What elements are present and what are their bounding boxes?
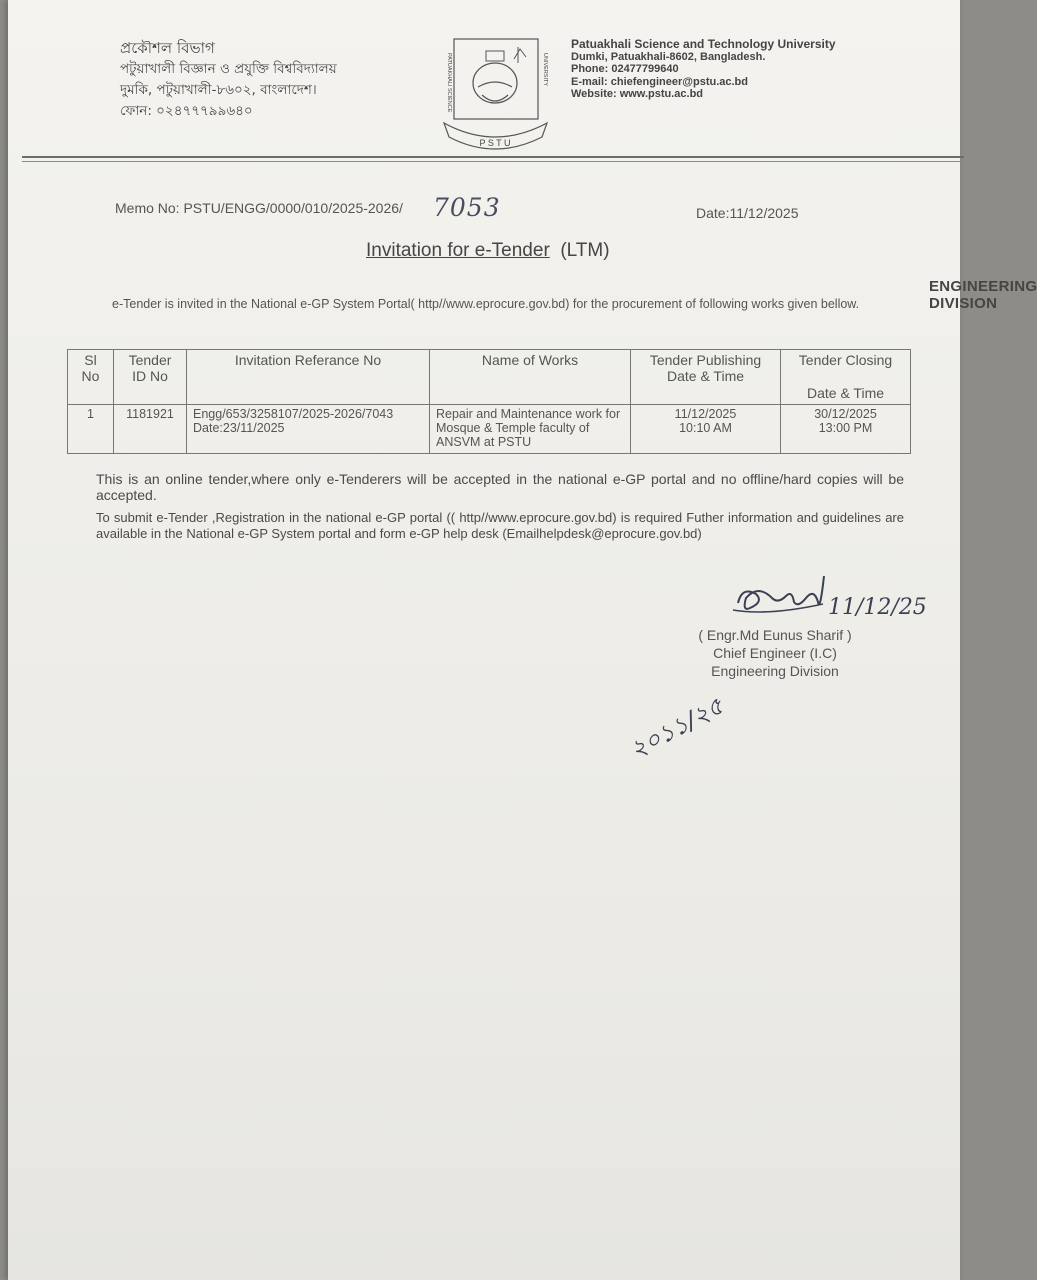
cell-works: Repair and Maintenance work for Mosque & Temple faculty of ANSVM at PSTU xyxy=(430,405,631,454)
col-closing-date xyxy=(781,350,911,405)
header-rule-thick xyxy=(22,156,964,158)
signatory-name: ( Engr.Md Eunus Sharif ) xyxy=(698,627,852,643)
cell-ref-date: Date:23/11/2025 xyxy=(193,421,285,435)
cell-sl: 1 xyxy=(68,405,114,454)
tender-table xyxy=(67,349,911,454)
university-logo xyxy=(438,33,553,153)
table-row xyxy=(68,405,911,454)
signatory-division: Engineering Division xyxy=(711,663,839,679)
cell-pub-time: 10:10 AM xyxy=(679,421,732,435)
cell-ref-number: Engg/653/3258107/2025-2026/7043 xyxy=(193,407,394,421)
cell-pub-date: 11/12/2025 xyxy=(674,407,737,421)
handwritten-note-text: ২০১১/২৫ xyxy=(625,691,729,765)
signature-block xyxy=(680,626,870,680)
svg-text:UNIVERSITY: UNIVERSITY xyxy=(542,53,548,87)
svg-text:PATUAKHALI SCIENCE: PATUAKHALI SCIENCE xyxy=(446,53,452,113)
intro-text: e-Tender is invited in the National e-GP System Portal( http//www.eprocure.gov.bd) for the procurement of following works given bellow. xyxy=(112,297,860,311)
signatory-designation: Chief Engineer (I.C) xyxy=(713,645,837,661)
header-en-phone: Phone: 02477799640 xyxy=(571,63,679,75)
header-rule-thin xyxy=(22,161,964,162)
document-page xyxy=(8,0,1037,1280)
col-invitation-ref: Invitation Referance No xyxy=(187,350,430,405)
cell-tender-id: 1181921 xyxy=(114,405,187,454)
memo-number: Memo No: PSTU/ENGG/0000/010/2025-2026/ xyxy=(115,200,403,216)
col-tender-id: Tender ID No xyxy=(114,350,187,405)
header-en-email: E-mail: chiefengineer@pstu.ac.bd xyxy=(571,75,748,88)
col-sl-no: Sl No xyxy=(68,350,114,405)
memo-handwritten-number: 7053 xyxy=(433,193,501,222)
header-bn-line-3: দুমকি, পটুয়াখালী-৮৬০২, বাংলাদেশ। xyxy=(120,82,317,98)
table-header-row xyxy=(68,350,911,405)
logo-bottom-text: P S T U xyxy=(479,138,511,148)
paragraph-registration: To submit e-Tender ,Registration in the national e-GP portal (( http//www.eprocure.gov.bd) is required Futher information and guidelines are available in the National e-GP System portal and form e-GP help desk (Emailhelpdesk@eprocure.gov.bd) xyxy=(96,510,904,541)
document-title-suffix: (LTM) xyxy=(560,240,610,261)
header-bangla xyxy=(120,38,337,122)
col-name-of-works: Name of Works xyxy=(430,350,631,405)
document-title xyxy=(366,240,610,262)
cell-close-time: 13:00 PM xyxy=(818,421,873,435)
header-en-title: ENGINEERING DIVISION xyxy=(929,278,1037,312)
paragraph-online-tender: This is an online tender,where only e-Tenderers will be accepted in the national e-GP portal and no offline/hard copies will be accepted. xyxy=(96,471,904,503)
col-publishing-date: Tender Publishing Date & Time xyxy=(631,350,781,405)
header-en-address: Dumki, Patuakhali-8602, Bangladesh. xyxy=(571,50,766,63)
header-bn-line-4: ফোন: ০২৪৭৭৭৯৯৬৪০ xyxy=(120,103,253,119)
col-closing-sublabel: Date & Time xyxy=(806,385,885,401)
cell-publishing xyxy=(631,405,781,454)
memo-date: Date:11/12/2025 xyxy=(696,205,799,221)
cell-close-date: 30/12/2025 xyxy=(814,407,877,421)
header-bn-line-2: পটুয়াখালী বিজ্ঞান ও প্রযুক্তি বিশ্ববিদ্যালয় xyxy=(120,61,337,77)
cell-closing xyxy=(781,405,911,454)
document-title-main: Invitation for e-Tender xyxy=(366,240,550,261)
cell-invitation-ref xyxy=(187,405,430,454)
header-bn-line-1: প্রকৌশল বিভাগ xyxy=(120,39,215,57)
header-en-website: Website: www.pstu.ac.bd xyxy=(571,88,704,100)
signature-date: 11/12/25 xyxy=(828,595,927,620)
handwritten-note xyxy=(613,680,729,765)
col-closing-label: Tender Closing xyxy=(798,352,893,368)
header-en-university: Patuakhali Science and Technology University xyxy=(571,37,836,51)
